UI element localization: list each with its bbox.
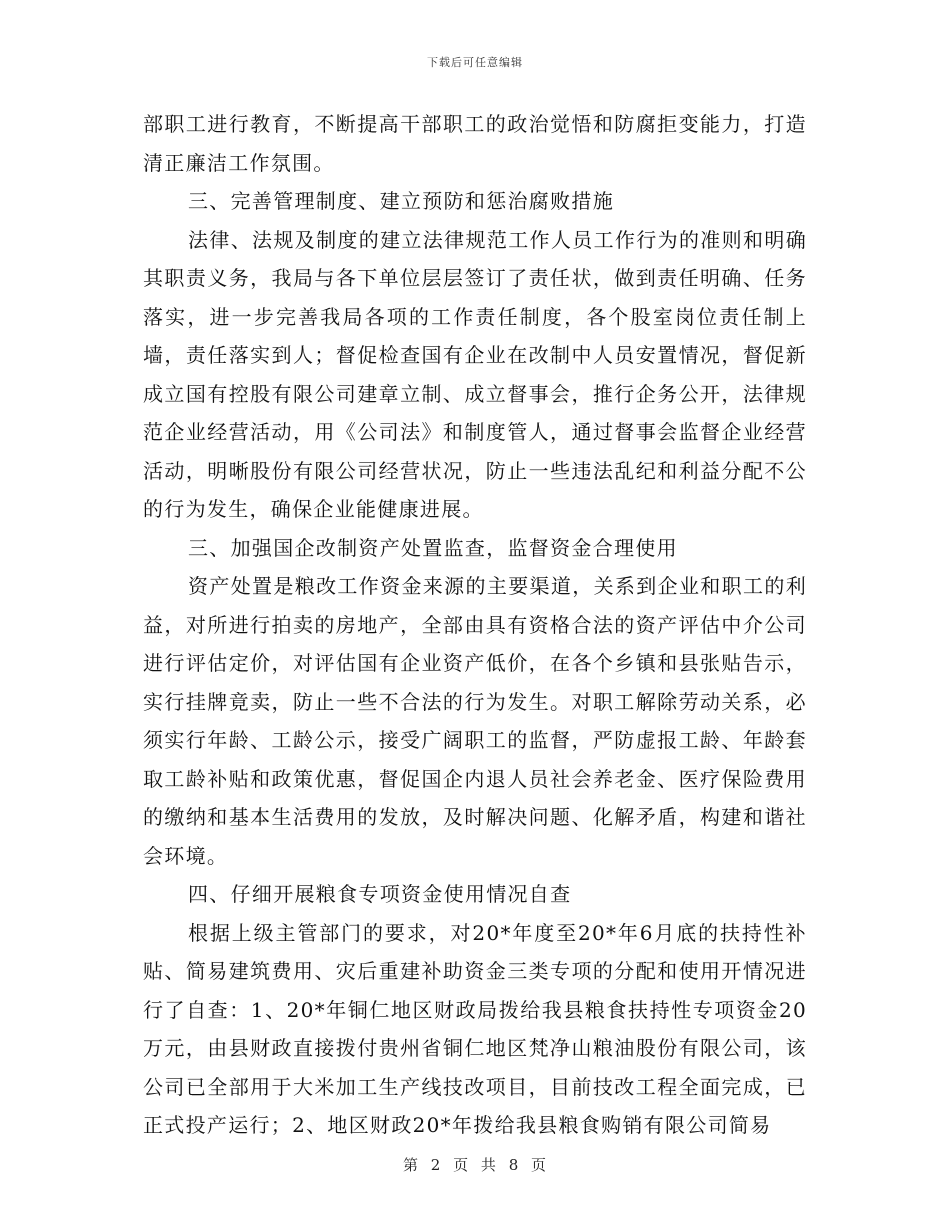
footer-total-pages: 8: [508, 1156, 520, 1174]
footer-total-prefix: 共: [480, 1156, 497, 1174]
section-heading: 三、完善管理制度、建立预防和惩治腐败措施: [188, 189, 614, 213]
section-heading: 四、仔细开展粮食专项资金使用情况自查: [188, 882, 572, 906]
footer-total-label: 页: [531, 1156, 548, 1174]
footer-page-prefix: 第: [402, 1156, 419, 1174]
paragraph: 资产处置是粮改工作资金来源的主要渠道，关系到企业和职工的利益，对所进行拍卖的房地产，全部由具有资格合法的资产评估中介公司进行评估定价，对评估国有企业资产低价，在各个乡镇和县张贴告示，实行挂牌竟卖，防止一些不合法的行为发生。对职工解除劳动关系，必须实行年龄、工龄公示，接受广阔职工的监督，严防虚报工龄、年龄套取工龄补贴和政策优惠，督促国企内退人员社会养老金、医疗保险费用的缴纳和基本生活费用的发放，及时解决问题、化解矛盾，构建和谐社会环境。: [143, 574, 807, 868]
document-body: [143, 105, 807, 1145]
paragraph: 法律、法规及制度的建立法律规范工作人员工作行为的准则和明确其职责义务，我局与各下单位层层签订了责任状，做到责任明确、任务落实，进一步完善我局各项的工作责任制度，各个股室岗位责任制上墙，责任落实到人；督促检查国有企业在改制中人员安置情况，督促新成立国有控股有限公司建章立制、成立督事会，推行企务公开，法律规范企业经营活动，用《公司法》和制度管人，通过督事会监督企业经营活动，明晰股份有限公司经营状况，防止一些违法乱纪和利益分配不公的行为发生，确保企业能健康进展。: [143, 227, 807, 521]
page-header: 下载后可任意编辑: [427, 56, 523, 69]
footer-current-page: 2: [430, 1156, 442, 1174]
paragraph: 部职工进行教育，不断提高干部职工的政治觉悟和防腐拒变能力，打造清正廉洁工作氛围。: [143, 112, 807, 175]
page-footer: [0, 1154, 950, 1175]
footer-page-label: 页: [453, 1156, 470, 1174]
paragraph: 根据上级主管部门的要求，对20*年度至20*年6月底的扶持性补贴、简易建筑费用、灾后重建补助资金三类专项的分配和使用开情况进行了自查：1、20*年铜仁地区财政局拨给我县粮食扶持性专项资金20万元，由县财政直接拨付贵州省铜仁地区梵净山粮油股份有限公司，该公司已全部用于大米加工生产线技改项目，目前技改工程全面完成，已正式投产运行；2、地区财政20*年拨给我县粮食购销有限公司简易: [143, 920, 807, 1137]
section-heading: 三、加强国企改制资产处置监查，监督资金合理使用: [188, 535, 678, 560]
